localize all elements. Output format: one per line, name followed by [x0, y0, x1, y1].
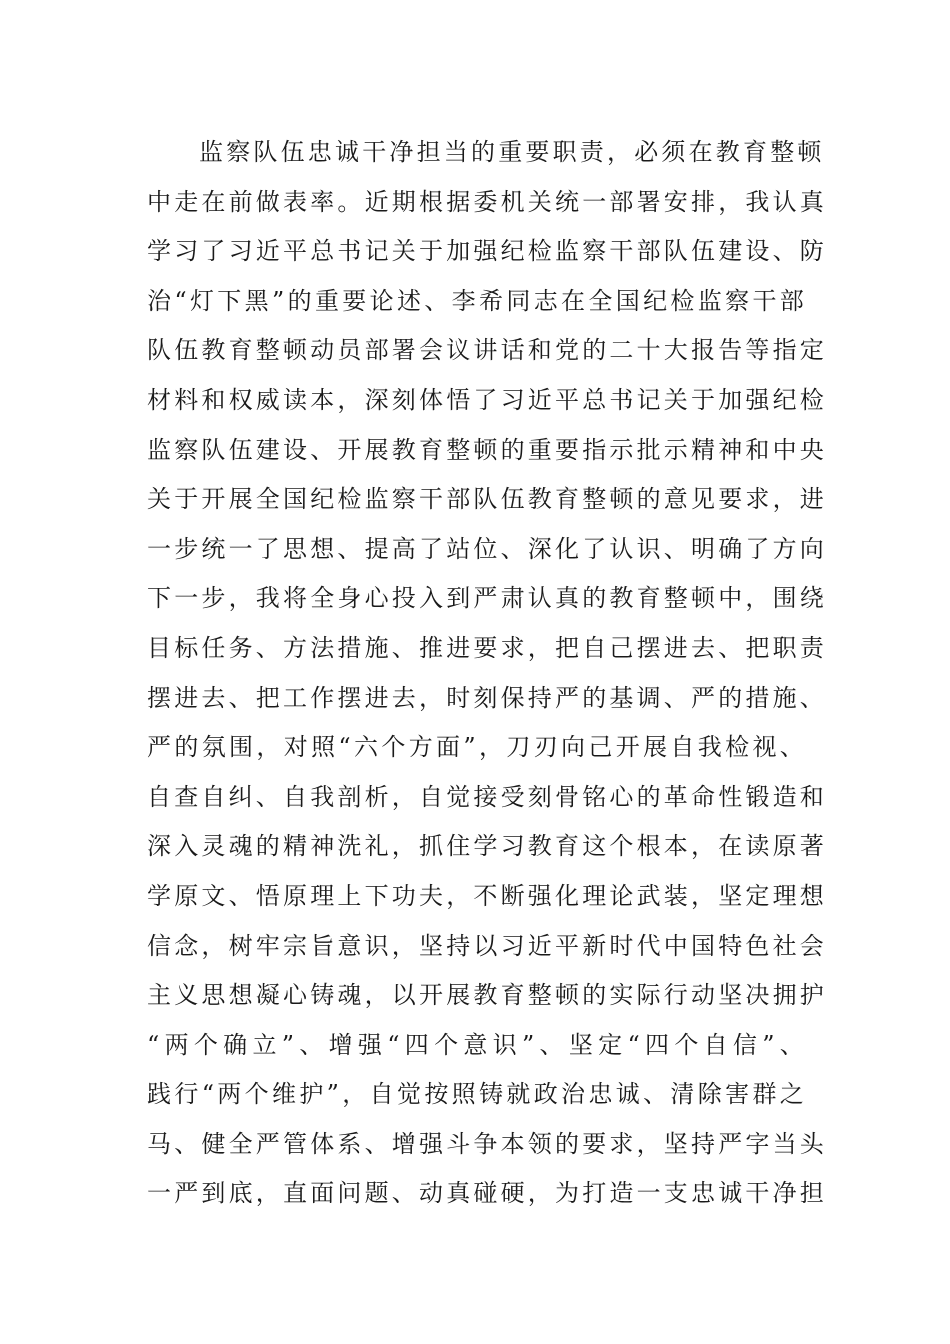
- text-line: 主义思想凝心铸魂，以开展教育整顿的实际行动坚决拥护: [147, 981, 827, 1010]
- text-line: 摆进去、把工作摆进去，时刻保持严的基调、严的措施、: [147, 683, 827, 712]
- text-line: 学原文、悟原理上下功夫，不断强化理论武装，坚定理想: [147, 881, 827, 910]
- text-line: 监察队伍建设、开展教育整顿的重要指示批示精神和中央: [147, 435, 827, 464]
- body-text: [147, 128, 827, 1219]
- text-line: 信念，树牢宗旨意识，坚持以习近平新时代中国特色社会: [147, 931, 827, 960]
- text-line: 材料和权威读本，深刻体悟了习近平总书记关于加强纪检: [147, 385, 827, 414]
- text-line: 自查自纠、自我剖析，自觉接受刻骨铭心的革命性锻造和: [147, 782, 827, 811]
- text-line: 严的氛围，对照“六个方面”，刀刃向己开展自我检视、: [147, 733, 807, 762]
- text-line: 学习了习近平总书记关于加强纪检监察干部队伍建设、防: [147, 237, 827, 266]
- text-line: 深入灵魂的精神洗礼，抓住学习教育这个根本，在读原著: [147, 832, 827, 861]
- text-line: “两个确立”、增强“四个意识”、坚定“四个自信”、: [147, 1030, 807, 1059]
- text-line: 治“灯下黑”的重要论述、李希同志在全国纪检监察干部: [147, 286, 807, 315]
- text-line: 马、健全严管体系、增强斗争本领的要求，坚持严字当头: [147, 1129, 827, 1158]
- text-line: 目标任务、方法措施、推进要求，把自己摆进去、把职责: [147, 633, 827, 662]
- text-line: 关于开展全国纪检监察干部队伍教育整顿的意见要求，进: [147, 485, 827, 514]
- text-line: 监察队伍忠诚干净担当的重要职责，必须在教育整顿: [199, 138, 825, 166]
- text-line: 一步统一了思想、提高了站位、深化了认识、明确了方向: [147, 534, 827, 563]
- text-line: 中走在前做表率。近期根据委机关统一部署安排，我认真: [147, 187, 827, 216]
- text-line: 队伍教育整顿动员部署会议讲话和党的二十大报告等指定: [147, 336, 827, 365]
- text-line: 下一步，我将全身心投入到严肃认真的教育整顿中，围绕: [147, 584, 827, 613]
- text-line: 一严到底，直面问题、动真碰硬，为打造一支忠诚干净担: [147, 1179, 827, 1208]
- text-line: 践行“两个维护”，自觉按照铸就政治忠诚、清除害群之: [147, 1080, 807, 1109]
